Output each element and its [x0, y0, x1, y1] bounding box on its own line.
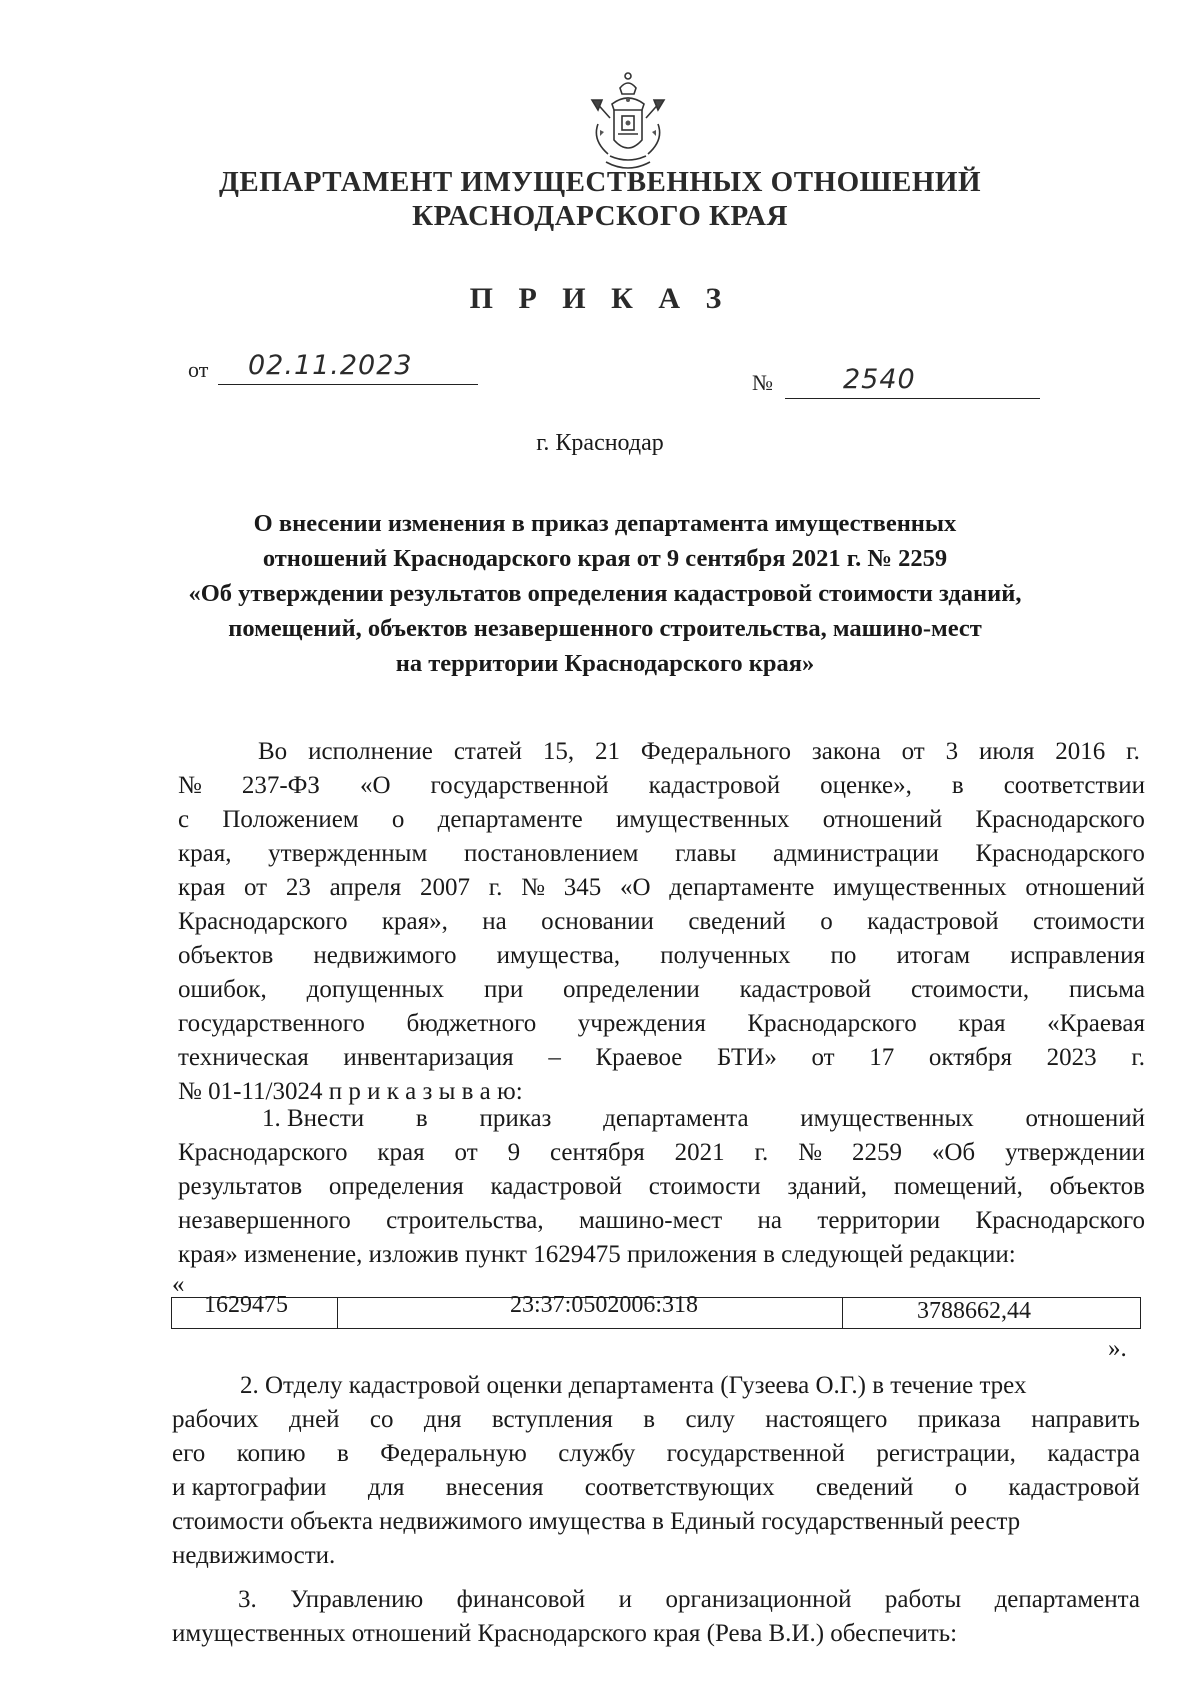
closing-quote: ».: [1108, 1335, 1127, 1362]
word: департаменте: [669, 874, 815, 901]
word: в: [643, 1406, 656, 1433]
word: Краснодарского: [178, 908, 348, 935]
text-line: [258, 738, 1140, 766]
word: организационной: [665, 1586, 852, 1613]
word: 17: [869, 1044, 895, 1071]
line-text: имущественных отношений Краснодарского края (Рева В.И.) обеспечить:: [172, 1620, 958, 1647]
word: статей: [453, 738, 522, 765]
word: 345: [563, 874, 602, 901]
text-line: [178, 874, 1145, 902]
word: территории: [817, 1207, 941, 1234]
word: результатов: [178, 1173, 303, 1200]
word: сведений: [688, 908, 786, 935]
word: кадастровой: [648, 772, 781, 799]
word: при: [483, 976, 524, 1003]
text-line: [178, 1139, 1145, 1167]
department-name-line2: КРАСНОДАРСКОГО КРАЯ: [412, 200, 788, 232]
word: объектов: [1049, 1173, 1145, 1200]
word: «Краевая: [1047, 1010, 1145, 1037]
word: края: [377, 1139, 425, 1166]
text-line: [178, 1207, 1145, 1235]
document-type: П Р И К А З: [469, 282, 731, 315]
word: стоимости: [648, 1173, 761, 1200]
word: государственного: [178, 1010, 365, 1037]
word: работы: [884, 1586, 962, 1613]
word: соответствии: [1003, 772, 1145, 799]
word: стоимости,: [910, 976, 1030, 1003]
word: инвентаризация: [343, 1044, 514, 1071]
text-line: [178, 942, 1145, 970]
word: от: [454, 1139, 478, 1166]
word: итогам: [896, 942, 971, 969]
word: в: [336, 1440, 349, 1467]
word: строительства,: [386, 1207, 544, 1234]
word: отношений: [1025, 874, 1145, 901]
word: Федеральную: [380, 1440, 527, 1467]
word: 23: [285, 874, 311, 901]
date-value: 02.11.2023: [248, 350, 413, 381]
line-text: стоимости объекта недвижимого имущества в Единый государственный реестр: [172, 1508, 1021, 1535]
title-line: помещений, объектов незавершенного строительства, машино-мест: [228, 615, 982, 642]
word: стоимости: [1033, 908, 1145, 935]
text-line: [178, 1044, 1145, 1072]
word: 237-ФЗ: [241, 772, 320, 799]
word: кадастровой: [1008, 1474, 1140, 1501]
word: копию: [236, 1440, 306, 1467]
word: зданий,: [787, 1173, 868, 1200]
word: дней: [288, 1406, 340, 1433]
word: основании: [541, 908, 654, 935]
word: о: [954, 1474, 968, 1501]
word: кадастровой: [867, 908, 999, 935]
word: закона: [811, 738, 881, 765]
table-close-quote: [1108, 1335, 1127, 1363]
word: кадастровой: [490, 1173, 622, 1200]
word: приказа: [917, 1406, 1001, 1433]
text-line: [172, 1620, 957, 1648]
word: сведений: [815, 1474, 914, 1501]
word: отношений: [1025, 1105, 1145, 1132]
word: г.: [754, 1139, 769, 1166]
word: и картографии: [172, 1474, 327, 1501]
text-line: [172, 1474, 1140, 1502]
text-line: [172, 1440, 1140, 1468]
word: №: [178, 772, 202, 799]
word: объектов: [178, 942, 274, 969]
title-line: отношений Краснодарского края от 9 сентября 2021 г. № 2259: [262, 545, 948, 572]
word: недвижимого: [313, 942, 457, 969]
word: –: [548, 1044, 561, 1071]
word: «Об: [931, 1139, 976, 1166]
word: финансовой: [456, 1586, 586, 1613]
word: Краснодарского: [747, 1010, 917, 1037]
word: и: [618, 1586, 633, 1613]
word: 2021: [674, 1139, 725, 1166]
coat-of-arms-icon: [588, 70, 668, 180]
word: о: [391, 806, 405, 833]
word: определении: [563, 976, 700, 1003]
word: «О: [620, 874, 651, 901]
table-cell-item-number: 1629475: [204, 1292, 288, 1318]
word: края»,: [381, 908, 448, 935]
word: силу: [685, 1406, 735, 1433]
word: 2259: [851, 1139, 902, 1166]
word: полученных: [660, 942, 791, 969]
word: помещений,: [893, 1173, 1023, 1200]
word: администрации: [772, 840, 939, 867]
word: г.: [488, 874, 503, 901]
title-line: О внесении изменения в приказ департамента имущественных: [253, 510, 957, 537]
text-line: [172, 1542, 335, 1570]
word: с: [178, 806, 190, 833]
word: соответствующих: [584, 1474, 775, 1501]
word: незавершенного: [178, 1207, 351, 1234]
text-line: [178, 1078, 523, 1106]
word: допущенных: [306, 976, 445, 1003]
number-value: 2540: [843, 364, 916, 395]
text-line: [178, 840, 1145, 868]
word: имущественных: [616, 806, 790, 833]
number-label: №: [752, 370, 773, 395]
date-underline: [218, 384, 478, 385]
word: утверждении: [1005, 1139, 1145, 1166]
word: государственной: [666, 1440, 845, 1467]
word: настоящего: [765, 1406, 888, 1433]
text-line: [178, 976, 1145, 1004]
word: со: [369, 1406, 394, 1433]
word: оценке»,: [820, 772, 912, 799]
word: края: [958, 1010, 1006, 1037]
word: направить: [1031, 1406, 1140, 1433]
word: исправления: [1010, 942, 1145, 969]
text-line: [178, 1241, 1016, 1269]
word: постановлением: [463, 840, 639, 867]
cadastral-value-table: [171, 1292, 1141, 1329]
word: главы: [675, 840, 737, 867]
word: дня: [423, 1406, 462, 1433]
word: 1. Внести: [262, 1105, 365, 1132]
word: департаменте: [437, 806, 583, 833]
word: вступления: [491, 1406, 613, 1433]
word: регистрации,: [876, 1440, 1016, 1467]
word: Краснодарского: [975, 1207, 1145, 1234]
word: службу: [558, 1440, 636, 1467]
word: на: [757, 1207, 782, 1234]
word: имущественных: [800, 1105, 974, 1132]
word: края: [178, 874, 226, 901]
word: имущества,: [496, 942, 621, 969]
word: 21: [595, 738, 621, 765]
word: ошибок,: [178, 976, 267, 1003]
word: департамента: [994, 1586, 1140, 1613]
word: №: [798, 1139, 823, 1166]
line-text: края» изменение, изложив пункт 1629475 приложения в следующей редакции:: [178, 1241, 1016, 1268]
word: утвержденным: [268, 840, 428, 867]
table-divider: [337, 1298, 338, 1328]
word: 2016: [1055, 738, 1106, 765]
word: апреля: [329, 874, 402, 901]
word: №: [521, 874, 546, 901]
line-text: «: [172, 1271, 185, 1298]
word: г.: [1131, 1044, 1145, 1071]
word: департамента: [603, 1105, 749, 1132]
text-line: [172, 1271, 185, 1299]
text-line: [262, 1105, 1145, 1133]
word: Во: [258, 738, 288, 765]
word: кадастровой: [739, 976, 872, 1003]
word: рабочих: [172, 1406, 259, 1433]
line-text: № 01-11/3024 п р и к а з ы в а ю:: [178, 1078, 523, 1105]
word: 15,: [542, 738, 575, 765]
word: приказ: [479, 1105, 552, 1132]
word: его: [172, 1440, 206, 1467]
word: для: [367, 1474, 405, 1501]
word: Управлению: [290, 1586, 424, 1613]
table-cell-cadastral-value: 3788662,44: [917, 1298, 1031, 1324]
text-line: [238, 1586, 1140, 1614]
line-text: 2. Отделу кадастровой оценки департамента (Гузеева О.Г.) в течение трех: [240, 1372, 1027, 1399]
word: от: [811, 1044, 835, 1071]
table-cell-cadastral-number: 23:37:0502006:318: [510, 1292, 699, 1318]
text-line: [172, 1406, 1140, 1434]
word: 9: [507, 1139, 521, 1166]
date-label: от: [188, 357, 209, 382]
word: отношений: [822, 806, 943, 833]
word: о: [820, 908, 833, 935]
word: Федерального: [640, 738, 791, 765]
word: определения: [328, 1173, 464, 1200]
title-line: на территории Краснодарского края»: [395, 650, 815, 677]
word: кадастра: [1047, 1440, 1140, 1467]
word: Краевое: [595, 1044, 683, 1071]
text-line: [178, 772, 1145, 800]
word: в: [415, 1105, 428, 1132]
word: техническая: [178, 1044, 309, 1071]
word: Краснодарского: [178, 1139, 348, 1166]
word: исполнение: [308, 738, 433, 765]
text-line: [178, 1173, 1145, 1201]
word: учреждения: [577, 1010, 706, 1037]
word: от: [901, 738, 925, 765]
word: 3.: [238, 1586, 257, 1613]
title-line: «Об утверждении результатов определения кадастровой стоимости зданий,: [188, 580, 1022, 607]
word: Краснодарского: [975, 806, 1145, 833]
word: письма: [1068, 976, 1145, 1003]
word: 2007: [420, 874, 471, 901]
word: машино-мест: [578, 1207, 723, 1234]
word: по: [830, 942, 857, 969]
department-name-line1: ДЕПАРТАМЕНТ ИМУЩЕСТВЕННЫХ ОТНОШЕНИЙ: [218, 166, 982, 198]
text-line: [178, 1010, 1145, 1038]
word: г.: [1126, 738, 1140, 765]
word: 2023: [1046, 1044, 1097, 1071]
word: в: [951, 772, 964, 799]
word: государственной: [430, 772, 609, 799]
word: бюджетного: [406, 1010, 537, 1037]
word: сентября: [550, 1139, 645, 1166]
table-divider: [842, 1298, 843, 1328]
word: 3: [945, 738, 959, 765]
number-underline: [785, 398, 1040, 399]
word: БТИ»: [717, 1044, 777, 1071]
text-line: [178, 908, 1145, 936]
text-line: [178, 806, 1145, 834]
word: октября: [928, 1044, 1013, 1071]
city: г. Краснодар: [536, 430, 664, 456]
word: от: [243, 874, 268, 901]
text-line: [240, 1372, 1026, 1400]
word: внесения: [445, 1474, 544, 1501]
word: на: [482, 908, 507, 935]
word: имущественных: [833, 874, 1007, 901]
word: Краснодарского: [975, 840, 1145, 867]
word: Положением: [222, 806, 359, 833]
word: края,: [178, 840, 232, 867]
line-text: недвижимости.: [172, 1542, 336, 1569]
word: «О: [359, 772, 391, 799]
word: июля: [978, 738, 1035, 765]
text-line: [172, 1508, 1020, 1536]
